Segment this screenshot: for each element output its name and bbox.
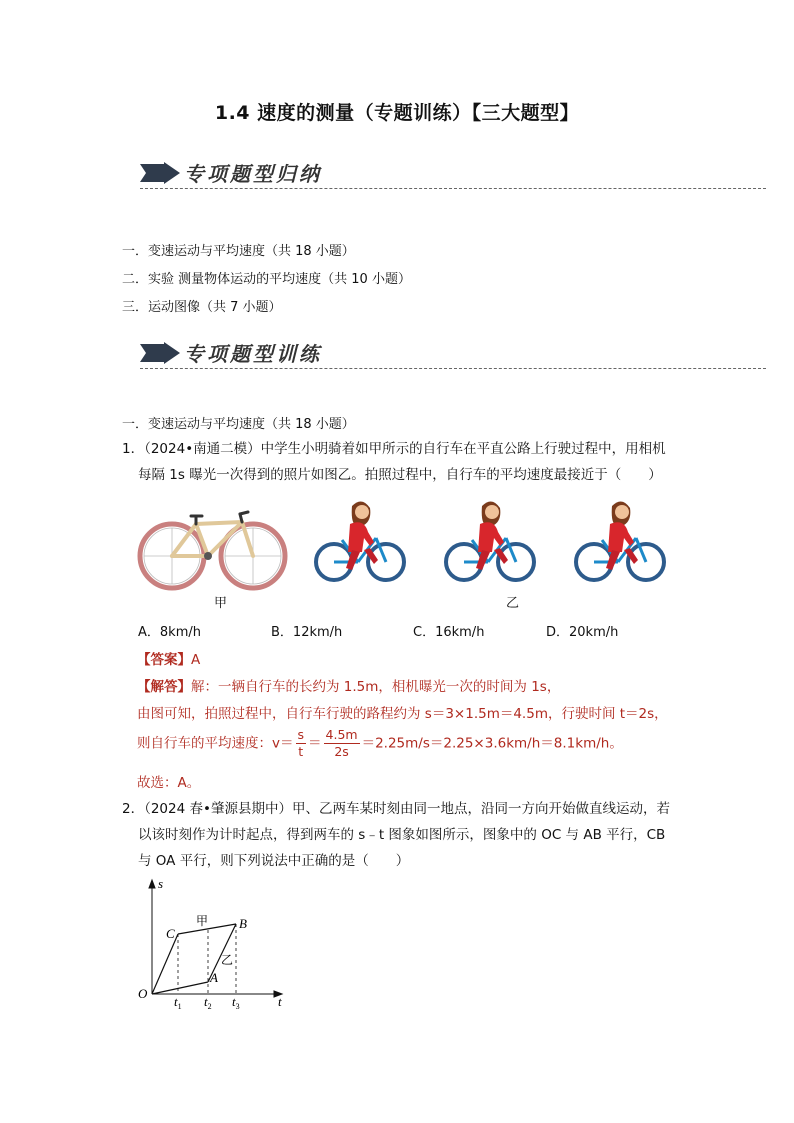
solution-text-3b: ＝2.25m/s＝2.25×3.6km/h＝8.1km/h。 xyxy=(361,735,623,752)
page-title: 1.4 速度的测量（专题训练）【三大题型】 xyxy=(214,102,580,124)
point-label-b: B xyxy=(239,916,247,931)
figure-caption-yi: 乙 xyxy=(506,596,520,611)
banner-arrow-icon xyxy=(140,162,180,184)
fraction-denominator: t xyxy=(298,744,304,759)
section-heading: 一．变速运动与平均速度（共 18 小题） xyxy=(122,417,355,432)
line-label-jia: 甲 xyxy=(196,914,209,928)
question-2-line-3: 与 OA 平行，则下列说法中正确的是（ ） xyxy=(138,853,410,869)
solution-text-3a: 则自行车的平均速度：v＝ xyxy=(137,735,294,752)
banner-title: 专项题型训练 xyxy=(184,342,322,366)
point-label-a: A xyxy=(210,970,218,985)
section-banner-training xyxy=(140,338,766,368)
answer-tag: 【答案】 xyxy=(137,652,191,668)
toc-item-3: 三．运动图像（共 7 小题） xyxy=(122,300,282,315)
question-2-line-2: 以该时刻作为计时起点，得到两车的 s﹣t 图象如图所示，图象中的 OC 与 AB 平行，CB xyxy=(138,827,666,843)
section-banner-summary xyxy=(140,158,766,188)
option-c: C．16km/h xyxy=(413,625,485,640)
question-2 xyxy=(122,796,702,874)
bicycle-figure xyxy=(136,500,290,592)
banner-title: 专项题型归纳 xyxy=(184,162,322,186)
fraction-denominator: 2s xyxy=(334,744,349,759)
answer-value: A xyxy=(191,652,201,668)
s-t-graph xyxy=(130,874,300,1014)
point-label-o: O xyxy=(138,986,148,1001)
axis-label-s: s xyxy=(158,876,164,891)
fraction-values xyxy=(324,727,360,760)
solution-text-1: 解：一辆自行车的长约为 1.5m，相机曝光一次的时间为 1s， xyxy=(191,679,561,695)
fraction-numerator: 4.5m xyxy=(325,727,358,742)
line-label-yi: 乙 xyxy=(221,953,234,967)
banner-divider xyxy=(140,368,766,369)
cyclist-photo-2 xyxy=(442,494,538,584)
answer xyxy=(137,648,200,668)
tick-label-t3: $t_3$ xyxy=(232,994,240,1011)
question-1-line-2: 每隔 1s 曝光一次得到的照片如图乙。拍照过程中，自行车的平均速度最接近于（ ） xyxy=(138,467,662,483)
option-b: B．12km/h xyxy=(271,625,343,640)
cyclist-photo-1 xyxy=(312,494,408,584)
fraction-numerator: s xyxy=(297,727,305,742)
question-2-line-1: 2．（2024 春•肇源县期中）甲、乙两车某时刻由同一地点，沿同一方向开始做直线运动，若 xyxy=(122,801,670,817)
solution-tag: 【解答】 xyxy=(137,679,191,695)
equals-sign: ＝ xyxy=(308,735,322,752)
banner-divider xyxy=(140,188,766,189)
tick-label-t1: $t_1$ xyxy=(174,994,182,1011)
axis-label-t: t xyxy=(278,994,282,1009)
option-d: D．20km/h xyxy=(546,625,619,640)
question-1-line-1: 1．（2024•南通二模）中学生小明骑着如甲所示的自行车在平直公路上行驶过程中，用相机 xyxy=(122,441,666,457)
figure-caption-jia: 甲 xyxy=(214,596,228,611)
question-1 xyxy=(122,436,682,488)
cyclist-photo-3 xyxy=(572,494,668,584)
solution-line-4: 故选：A。 xyxy=(137,775,201,791)
banner-arrow-icon xyxy=(140,342,180,364)
tick-label-t2: $t_2$ xyxy=(204,994,212,1011)
solution-line-2: 由图可知，拍照过程中，自行车行驶的路程约为 s＝3×1.5m＝4.5m，行驶时间 t＝2s， xyxy=(137,706,668,722)
point-label-c: C xyxy=(166,926,175,941)
option-a: A．8km/h xyxy=(138,625,201,640)
toc-item-2: 二．实验 测量物体运动的平均速度（共 10 小题） xyxy=(122,272,411,287)
solution-line-3 xyxy=(137,727,623,760)
toc-item-1: 一．变速运动与平均速度（共 18 小题） xyxy=(122,244,355,259)
solution-line-1 xyxy=(137,675,560,695)
fraction-s-over-t xyxy=(296,727,307,760)
